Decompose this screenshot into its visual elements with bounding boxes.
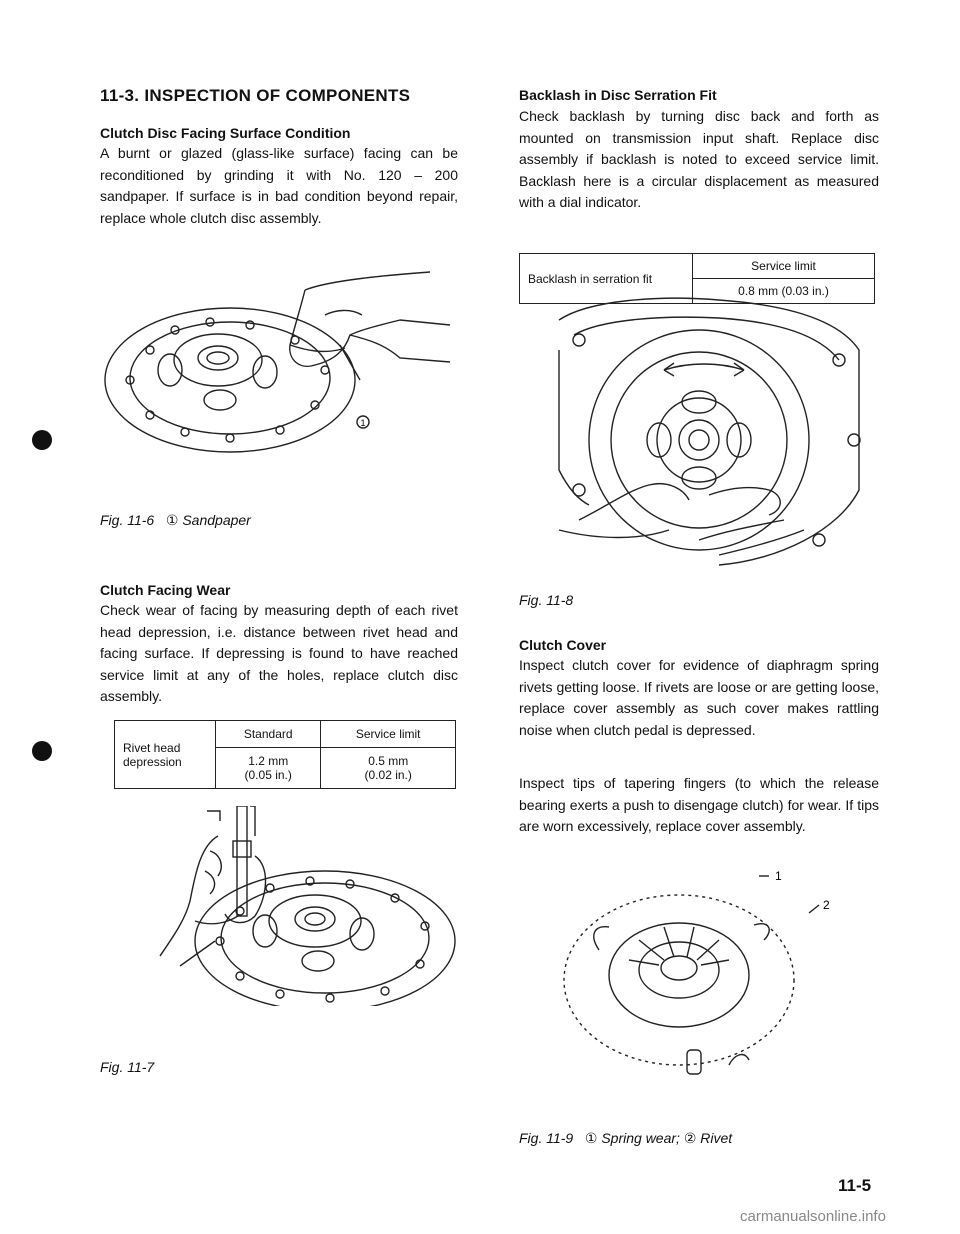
binding-hole-upper xyxy=(32,430,52,450)
backlash-heading: Backlash in Disc Serration Fit xyxy=(519,87,717,103)
transmission-housing-drawing xyxy=(559,298,860,565)
cover-body-1: Inspect clutch cover for evidence of diaphragm spring rivets getting loose. If rivets are loose or are getting loose, replace cover assembly as such cover makes rattling noise when clutch pedal is depressed. xyxy=(519,657,879,738)
rivet-service-value xyxy=(321,748,456,789)
backlash-col-service: Service limit xyxy=(693,254,875,279)
rivet-service-mm: 0.5 mm xyxy=(368,754,409,768)
fig-11-9-text: ① Spring wear; ② Rivet xyxy=(584,1130,733,1146)
rivet-col-standard: Standard xyxy=(216,721,321,748)
section-title: 11-3. INSPECTION OF COMPONENTS xyxy=(100,86,411,105)
fig-11-8-caption: Fig. 11-8 xyxy=(519,592,574,608)
rivet-row-label: Rivet head depression xyxy=(115,721,216,789)
clutch-cover-drawing xyxy=(564,895,794,1074)
backlash-arrow-drawing xyxy=(664,363,744,376)
backlash-row-label: Backlash in serration fit xyxy=(520,254,693,304)
watermark: carmanualsonline.info xyxy=(740,1208,886,1225)
cover-body-2: Inspect tips of tapering fingers (to which the release bearing exerts a push to disengage clutch) for wear. If tips are worn excessively, replace cover assembly. xyxy=(519,775,879,834)
fig-11-6-caption xyxy=(100,512,251,529)
fig-11-6-text: ① Sandpaper xyxy=(165,512,251,528)
hand-drawing xyxy=(160,836,266,966)
rivet-col-service: Service limit xyxy=(321,721,456,748)
fig-11-6-number: Fig. 11-6 xyxy=(100,512,155,528)
binding-hole-lower xyxy=(32,741,52,761)
hands-drawing xyxy=(559,484,804,555)
wear-heading: Clutch Facing Wear xyxy=(100,582,231,598)
fig-11-6-illustration xyxy=(100,270,460,480)
fig-11-8-illustration xyxy=(519,290,879,590)
rivet-standard-value xyxy=(216,748,321,789)
fig-11-9-number: Fig. 11-9 xyxy=(519,1130,574,1146)
wear-body: Check wear of facing by measuring depth of each rivet head depression, i.e. distance between rivet head and facing surface. If depressing is found to have reached service limit at any of the holes, replace clutch disc assembly. xyxy=(100,602,458,704)
cover-heading: Clutch Cover xyxy=(519,637,607,653)
backlash-value: 0.8 mm (0.03 in.) xyxy=(693,279,875,304)
rivet-service-in: (0.02 in.) xyxy=(364,768,412,782)
clutch-disc-on-shaft-drawing xyxy=(589,330,809,550)
clutch-disc-drawing xyxy=(105,308,355,452)
callout-lines xyxy=(759,876,819,913)
clutch-disc-drawing-2 xyxy=(195,871,455,1006)
fig-11-7-illustration xyxy=(100,806,460,1006)
callout-2-label: 2 xyxy=(823,898,830,912)
facing-heading: Clutch Disc Facing Surface Condition xyxy=(100,125,351,141)
facing-body: A burnt or glazed (glass-like surface) facing can be reconditioned by grinding it with No. 120 – 200 sandpaper. If surface is in bad condition beyond repair, replace whole clutch disc assembly. xyxy=(100,145,458,226)
fig-11-9-caption xyxy=(519,1130,732,1147)
rivet-standard-in: (0.05 in.) xyxy=(244,768,292,782)
page-number: 11-5 xyxy=(838,1176,872,1195)
backlash-body: Check backlash by turning disc back and forth as mounted on transmission input shaft. Replace disc assembly if backlash is noted to exceed service limit. Backlash here is a circular displacement as measured with a dial indicator. xyxy=(519,108,879,210)
fig-11-9-illustration xyxy=(519,865,879,1095)
depth-gauge-drawing xyxy=(207,806,255,916)
callout-1-label: 1 xyxy=(360,418,366,428)
rivet-standard-mm: 1.2 mm xyxy=(248,754,289,768)
rivet-depression-table xyxy=(114,720,456,789)
callout-1-label: 1 xyxy=(775,869,782,883)
fig-11-7-caption: Fig. 11-7 xyxy=(100,1059,155,1075)
